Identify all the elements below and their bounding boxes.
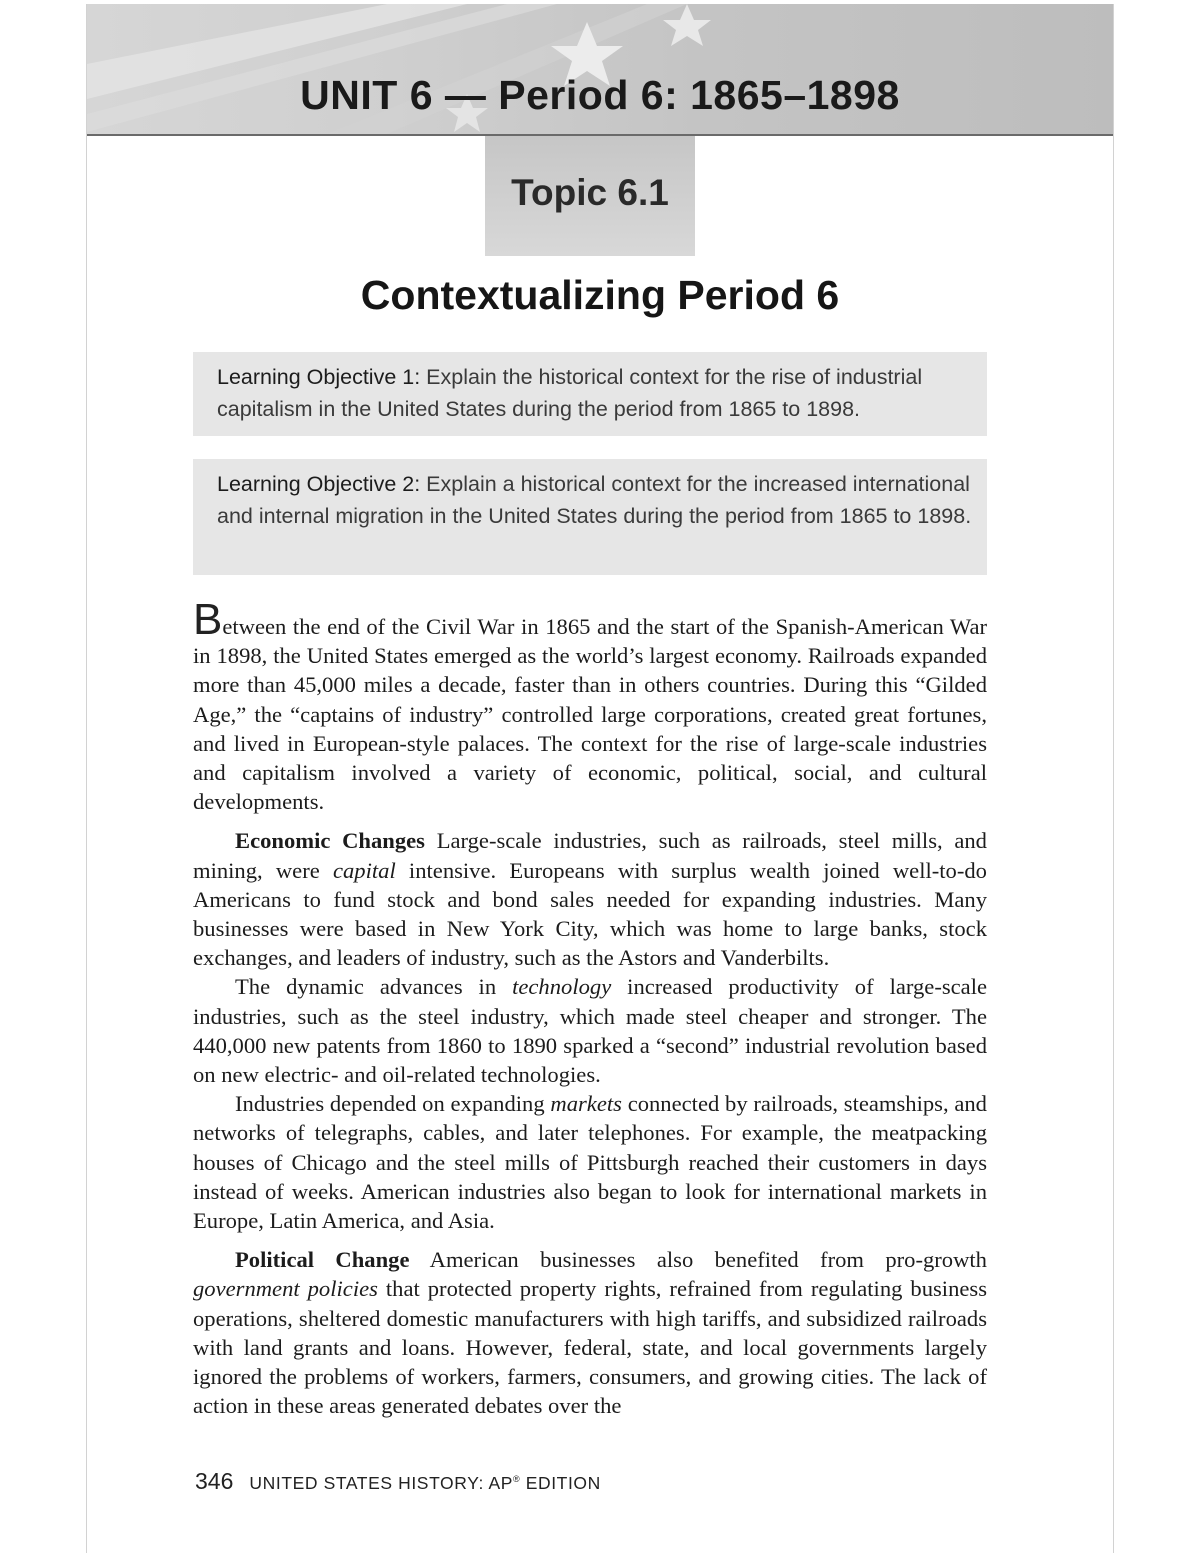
book-title-suffix: EDITION bbox=[520, 1473, 601, 1493]
page-footer bbox=[195, 1468, 601, 1495]
chapter-title: Contextualizing Period 6 bbox=[360, 272, 840, 318]
body-text bbox=[193, 595, 987, 1420]
paragraph-markets bbox=[193, 1089, 987, 1235]
emphasis-term: government policies bbox=[193, 1276, 378, 1302]
learning-objective-1 bbox=[193, 352, 987, 436]
run-in-heading: Political Change bbox=[235, 1247, 410, 1273]
paragraph-text: Industries depended on expanding bbox=[235, 1091, 551, 1117]
paragraph-technology bbox=[193, 972, 987, 1089]
paragraph-economic-changes bbox=[193, 826, 987, 972]
paragraph-text: intensive. Europeans with surplus wealth joined well-to-do Americans to fund stock and bond sales needed for expanding industries. Many businesses were based in New York City, which was home to large banks, stock exchanges, and leaders of industry, such as the Astors and Vanderbilts. bbox=[193, 857, 987, 971]
paragraph-text: etween the end of the Civil War in 1865 and the start of the Spanish-American War in 1898, the United States emerged as the world’s largest economy. Railroads expanded more than 45,000 miles a decade, faster than in others countries. During this “Gilded Age,” the “captains of industry” controlled large corporations, created great fortunes, and lived in European-style palaces. The context for the rise of large-scale industries and capitalism involved a variety of economic, political, social, and cultural developments. bbox=[193, 614, 987, 815]
book-title bbox=[249, 1473, 601, 1493]
emphasis-term: capital bbox=[332, 857, 396, 883]
paragraph-text: Large-scale industries, such as railroads, steel mills, and mining, were bbox=[193, 828, 987, 883]
paragraph-text: The dynamic advances in bbox=[235, 974, 513, 1000]
emphasis-term: technology bbox=[512, 974, 612, 1000]
topic-label: Topic 6.1 bbox=[511, 172, 669, 213]
run-in-heading: Economic Changes bbox=[235, 828, 425, 854]
paragraph-text: that protected property rights, refrained from regulating business operations, sheltered domestic manufacturers with high tariffs, and subsidized railroads with land grants and loans. However, federal, state, and local governments largely ignored the problems of workers, farmers, consumers, and growing cities. The lack of action in these areas generated debates over the bbox=[193, 1276, 987, 1419]
objective-text: Explain a historical context for the increased international and internal migration in the United States during the period from 1865 to 1898. bbox=[217, 472, 972, 528]
book-title-text: UNITED STATES HISTORY: AP bbox=[249, 1473, 513, 1493]
flag-banner bbox=[87, 4, 1113, 136]
learning-objective-2 bbox=[193, 459, 987, 575]
objective-label: Learning Objective 2: bbox=[217, 472, 421, 496]
drop-cap: B bbox=[193, 595, 223, 644]
objective-label: Learning Objective 1: bbox=[217, 365, 421, 389]
paragraph-text: American businesses also benefited from pro-growth bbox=[409, 1247, 987, 1273]
objective-text: Explain the historical context for the rise of industrial capitalism in the United States during the period from 1865 to 1898. bbox=[217, 365, 923, 421]
registered-mark: ® bbox=[513, 1474, 521, 1485]
page-number: 346 bbox=[195, 1468, 234, 1494]
paragraph-text: connected by railroads, steamships, and networks of telegraphs, cables, and later telephones. For example, the meatpacking houses of Chicago and the steel mills of Pittsburgh reached their customers in days instead of weeks. American industries also began to look for international markets in Europe, Latin America, and Asia. bbox=[193, 1091, 987, 1234]
textbook-page bbox=[86, 4, 1114, 1553]
paragraph-political-change bbox=[193, 1245, 987, 1420]
paragraph-text: increased productivity of large-scale industries, such as the steel industry, which made steel cheaper and stronger. The 440,000 new patents from 1860 to 1890 sparked a “second” industrial revolution based on new electric- and oil-related technologies. bbox=[193, 974, 987, 1088]
paragraph-intro bbox=[193, 595, 987, 816]
unit-title: UNIT 6 — Period 6: 1865–1898 bbox=[300, 72, 900, 118]
emphasis-term: markets bbox=[550, 1091, 622, 1117]
topic-label-box bbox=[485, 136, 695, 256]
